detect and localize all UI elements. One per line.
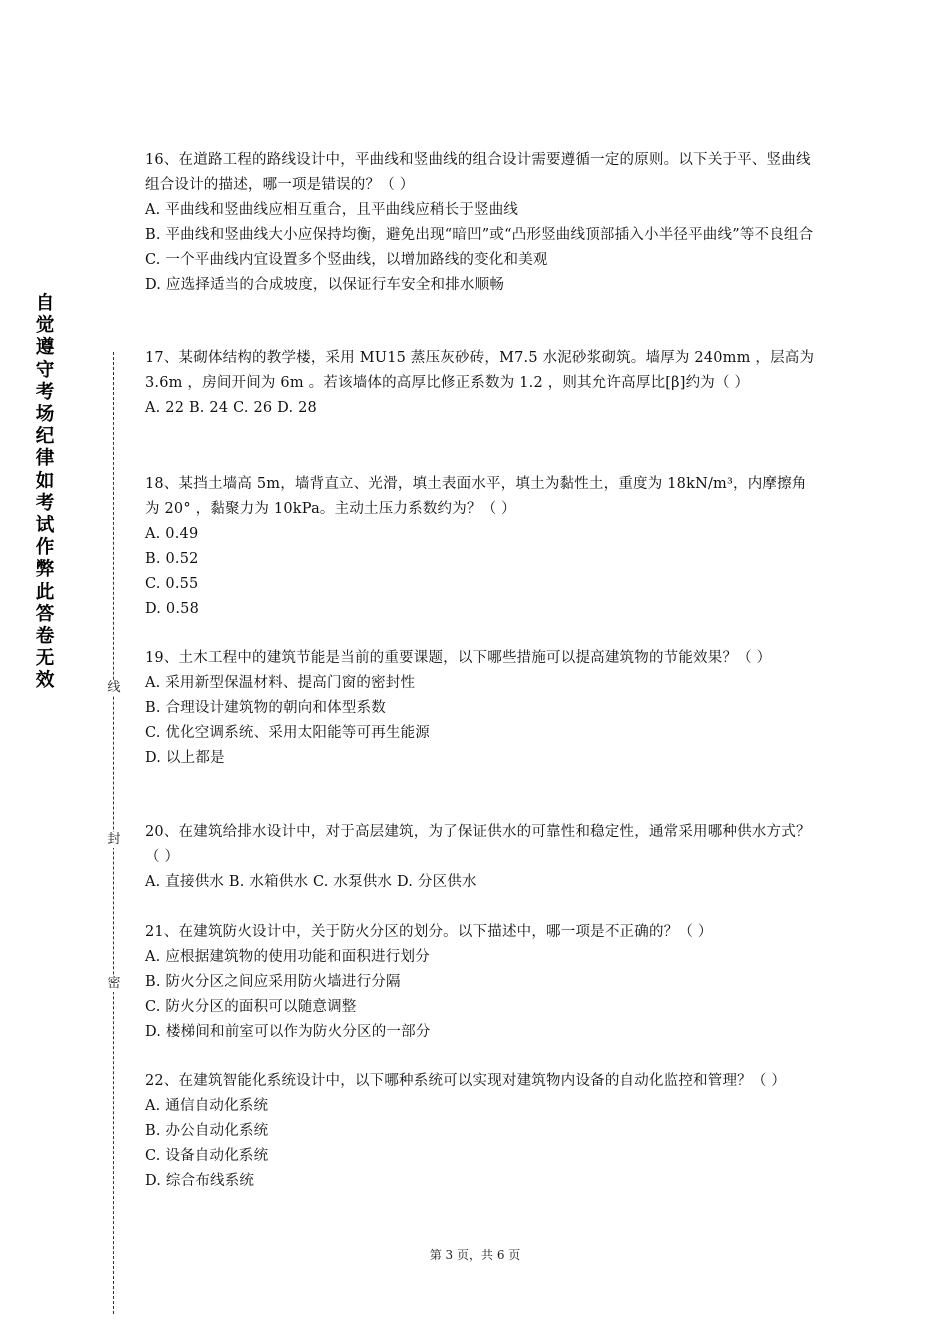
warning-char: 无 [35, 648, 55, 670]
question-20 [145, 820, 815, 920]
option-c: C. 一个平曲线内宜设置多个竖曲线，以增加路线的变化和美观 [145, 252, 548, 268]
option-b: B. 合理设计建筑物的朝向和体型系数 [145, 700, 386, 716]
question-stem: 22、在建筑智能化系统设计中，以下哪种系统可以实现对建筑物内设备的自动化监控和管理？（ ） [145, 1073, 787, 1089]
warning-char: 弊 [35, 559, 55, 581]
option-d: D. 楼梯间和前室可以作为防火分区的一部分 [145, 1024, 431, 1040]
warning-char: 效 [35, 670, 55, 692]
warning-char: 守 [35, 359, 55, 381]
option-line: A. 直接供水 B. 水箱供水 C. 水泵供水 D. 分区供水 [145, 874, 477, 890]
option-b: B. 办公自动化系统 [145, 1123, 269, 1139]
warning-char: 律 [35, 448, 55, 470]
question-stem: 21、在建筑防火设计中，关于防火分区的划分。以下描述中，哪一项是不正确的？（ ） [145, 924, 713, 940]
warning-char: 答 [35, 603, 55, 625]
option-a: A. 采用新型保温材料、提高门窗的密封性 [145, 675, 416, 691]
warning-char: 自 [35, 293, 55, 314]
option-a: A. 应根据建筑物的使用功能和面积进行划分 [145, 949, 430, 965]
warning-char: 此 [35, 581, 55, 603]
option-a: A. 通信自动化系统 [145, 1098, 269, 1114]
option-b: B. 0.52 [145, 551, 199, 567]
question-stem: 19、土木工程中的建筑节能是当前的重要课题，以下哪些措施可以提高建筑物的节能效果？（ ） [145, 650, 772, 666]
warning-char: 考 [35, 381, 55, 403]
question-stem: 20、在建筑给排水设计中，对于高层建筑，为了保证供水的可靠性和稳定性，通常采用哪种供水方式？（ ） [145, 824, 811, 865]
question-21 [145, 920, 815, 1069]
option-b: B. 防火分区之间应采用防火墙进行分隔 [145, 974, 401, 990]
question-19 [145, 646, 815, 820]
option-c: C. 设备自动化系统 [145, 1148, 269, 1164]
question-stem: 17、某砌体结构的教学楼，采用 MU15 蒸压灰砂砖，M7.5 水泥砂浆砌筑。墙厚为 240mm ，层高为 3.6m ，房间开间为 6m 。若该墙体的高厚比修正系数为 1.2 ，则其允许高厚比[β]约为（ ） [145, 350, 815, 391]
warning-char: 作 [35, 537, 55, 559]
seal-char-line: 线 [107, 680, 121, 695]
warning-char: 卷 [35, 626, 55, 648]
option-c: C. 防火分区的面积可以随意调整 [145, 999, 357, 1015]
option-d: D. 综合布线系统 [145, 1173, 255, 1189]
question-22 [145, 1069, 815, 1194]
option-a: A. 0.49 [145, 526, 199, 542]
warning-char: 纪 [35, 426, 55, 448]
option-line: A. 22 B. 24 C. 26 D. 28 [145, 400, 317, 416]
seal-char-seal: 封 [107, 832, 121, 847]
warning-char: 考 [35, 492, 55, 514]
option-d: D. 以上都是 [145, 750, 225, 766]
seal-char-secret: 密 [107, 976, 121, 991]
warning-char: 觉 [35, 315, 55, 337]
question-stem: 18、某挡土墙高 5m，墙背直立、光滑，填土表面水平，填土为黏性土，重度为 18kN/m³，内摩擦角为 20° ，黏聚力为 10kPa。主动土压力系数约为？（ ） [145, 476, 807, 517]
exam-warning-vertical [33, 293, 57, 693]
page-number: 第 3 页，共 6 页 [429, 1248, 521, 1262]
question-stem: 16、在道路工程的路线设计中，平曲线和竖曲线的组合设计需要遵循一定的原则。以下关于平、竖曲线组合设计的描述，哪一项是错误的？（ ） [145, 152, 811, 193]
question-16 [145, 148, 815, 346]
question-17 [145, 346, 815, 472]
option-a: A. 平曲线和竖曲线应相互重合，且平曲线应稍长于竖曲线 [145, 202, 519, 218]
warning-char: 遵 [35, 337, 55, 359]
warning-char: 如 [35, 470, 55, 492]
option-d: D. 应选择适当的合成坡度，以保证行车安全和排水顺畅 [145, 277, 505, 293]
warning-char: 试 [35, 515, 55, 537]
question-18 [145, 472, 815, 646]
option-c: C. 0.55 [145, 576, 199, 592]
question-list [145, 148, 815, 1194]
warning-char: 场 [35, 404, 55, 426]
option-d: D. 0.58 [145, 601, 200, 617]
option-b: B. 平曲线和竖曲线大小应保持均衡，避免出现“暗凹”或“凸形竖曲线顶部插入小半径平曲线”等不良组合 [145, 227, 814, 243]
option-c: C. 优化空调系统、采用太阳能等可再生能源 [145, 725, 430, 741]
